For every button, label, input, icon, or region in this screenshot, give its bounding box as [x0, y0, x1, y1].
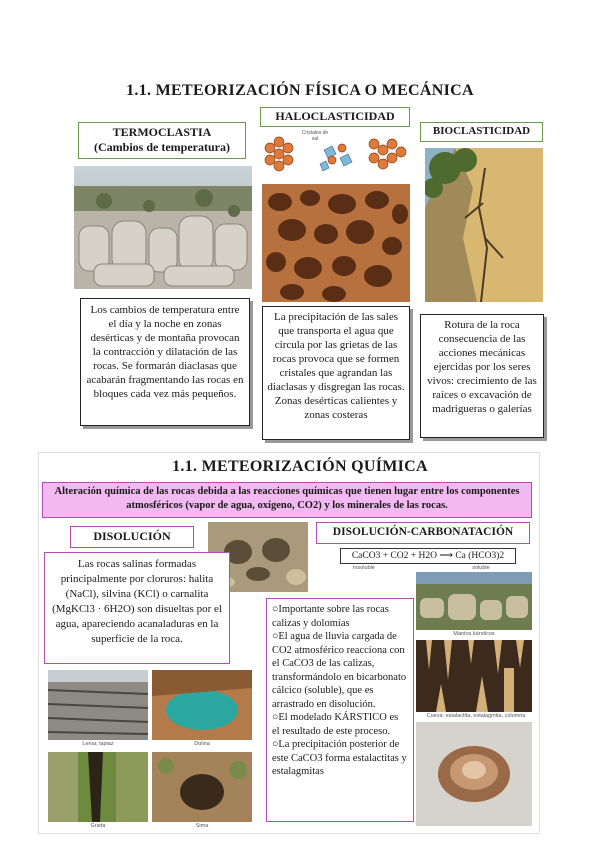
bioclasticidad-photo: [425, 148, 543, 302]
disolucion-text-body: Las rocas salinas formadas principalmente por cloruros: halita (NaCl), silvina (KCl) o carnalita (MgKCl3 · 6H2O) son disueltas por el agua, apareciendo acanaladuras en la superficie de la roca.: [52, 558, 222, 645]
grieta-caption: Grieta: [90, 823, 106, 829]
haloclasticidad-diagram: [262, 128, 410, 178]
disolucion-text: [44, 552, 230, 664]
termoclastia-photo: [74, 166, 252, 289]
mantos-photo: [416, 572, 532, 630]
eq-soluble-label: soluble: [472, 565, 490, 571]
haloclasticidad-text: [262, 306, 410, 440]
sima-photo: [152, 752, 252, 822]
termoclastia-heading-sub: (Cambios de temperatura): [94, 140, 230, 154]
chemical-intro: [42, 482, 532, 518]
cueva-photo: [416, 640, 532, 712]
lapiaz-caption: Lenar, lapiaz: [82, 741, 114, 747]
carbonatacion-equation: [340, 548, 516, 564]
bullet-3: ○El modelado KÁRSTICO es el resultado de este proceso.: [272, 712, 399, 737]
equation-text: CaCO3 + CO2 + H2O ⟶ Ca (HCO3)2: [351, 551, 505, 561]
sima-caption: Sima: [195, 823, 209, 829]
chemical-intro-text: Alteración química de las rocas debida a las reacciones químicas que tienen lugar entre los componentes atmosféricos (vapor de agua, oxígeno, CO2) y los minerales de las rocas.: [54, 486, 520, 511]
bullet-1-text: Importante sobre las rocas calizas y dolomías: [272, 604, 389, 629]
disolucion-heading: DISOLUCIÓN: [70, 526, 194, 548]
dolina-caption: Dolina: [194, 741, 210, 747]
bullet-3-text: El modelado KÁRSTICO es el resultado de este proceso.: [272, 712, 399, 737]
carbonatacion-heading: DISOLUCIÓN-CARBONATACIÓN: [316, 522, 530, 544]
cueva-caption: Cueva: estalactita, estalagmita, columna: [426, 713, 526, 719]
bullet-2-text: El agua de lluvia cargada de CO2 atmosférico reacciona con el CaCO3 de las calizas, transformándolo en bicarbonato cálcico (soluble), que es arrastrado en disolución.: [272, 631, 407, 710]
termoclastia-heading: [78, 122, 246, 159]
bioclasticidad-text: [420, 314, 544, 438]
termoclastia-text-body: Los cambios de temperatura entre el día y la noche en zonas desérticas y de montaña provocan la contracción y dilatación de las rocas. Se formarán diaclasas que acabarán fragmentando las rocas en bloques cada vez más pequeños.: [86, 304, 244, 400]
bullet-2: ○El agua de lluvia cargada de CO2 atmosférico reacciona con el CaCO3 de las calizas, transformándolo en bicarbonato cálcico (soluble), que es arrastrado en disolución.: [272, 631, 407, 710]
bullet-4-text: La precipitación posterior de este CaCO3 forma estalactitas y estalagmitas: [272, 739, 407, 777]
bullet-4: ○La precipitación posterior de este CaCO3 forma estalactitas y estalagmitas: [272, 739, 407, 777]
dolina-photo: [152, 670, 252, 740]
carbonatacion-bullets: [266, 598, 414, 822]
bioclasticidad-text-body: Rotura de la roca consecuencia de las acciones mecánicas ejercidas por los seres vivos: crecimiento de las raíces o excavación de madrigueras o galerías: [427, 319, 537, 415]
haloclasticidad-heading: HALOCLASTICIDAD: [260, 107, 410, 127]
eq-insoluble-label: insoluble: [353, 565, 375, 571]
salt-crystals-label: Cristales de sal: [301, 130, 329, 142]
termoclastia-text: [80, 298, 250, 426]
chemical-title: 1.1. METEORIZACIÓN QUÍMICA: [172, 458, 428, 475]
estalagmita-photo: [416, 722, 532, 826]
haloclasticidad-text-body: La precipitación de las sales que transporta el agua que circula por las grietas de las rocas provoca que se formen cristales que agrandan las diaclasas y disgregan las rocas. Zonas desérticas calientes y zonas costeras: [267, 311, 405, 421]
lapiaz-photo: [48, 670, 148, 740]
mantos-caption: Mantos kársticos: [453, 631, 495, 637]
grieta-photo: [48, 752, 148, 822]
physical-title: 1.1. METEORIZACIÓN FÍSICA O MECÁNICA: [126, 82, 474, 99]
termoclastia-heading-title: TERMOCLASTIA: [112, 125, 212, 139]
bullet-1: ○Importante sobre las rocas calizas y dolomías: [272, 604, 389, 629]
bioclasticidad-heading: BIOCLASTICIDAD: [420, 122, 543, 142]
haloclasticidad-photo: [262, 184, 410, 302]
